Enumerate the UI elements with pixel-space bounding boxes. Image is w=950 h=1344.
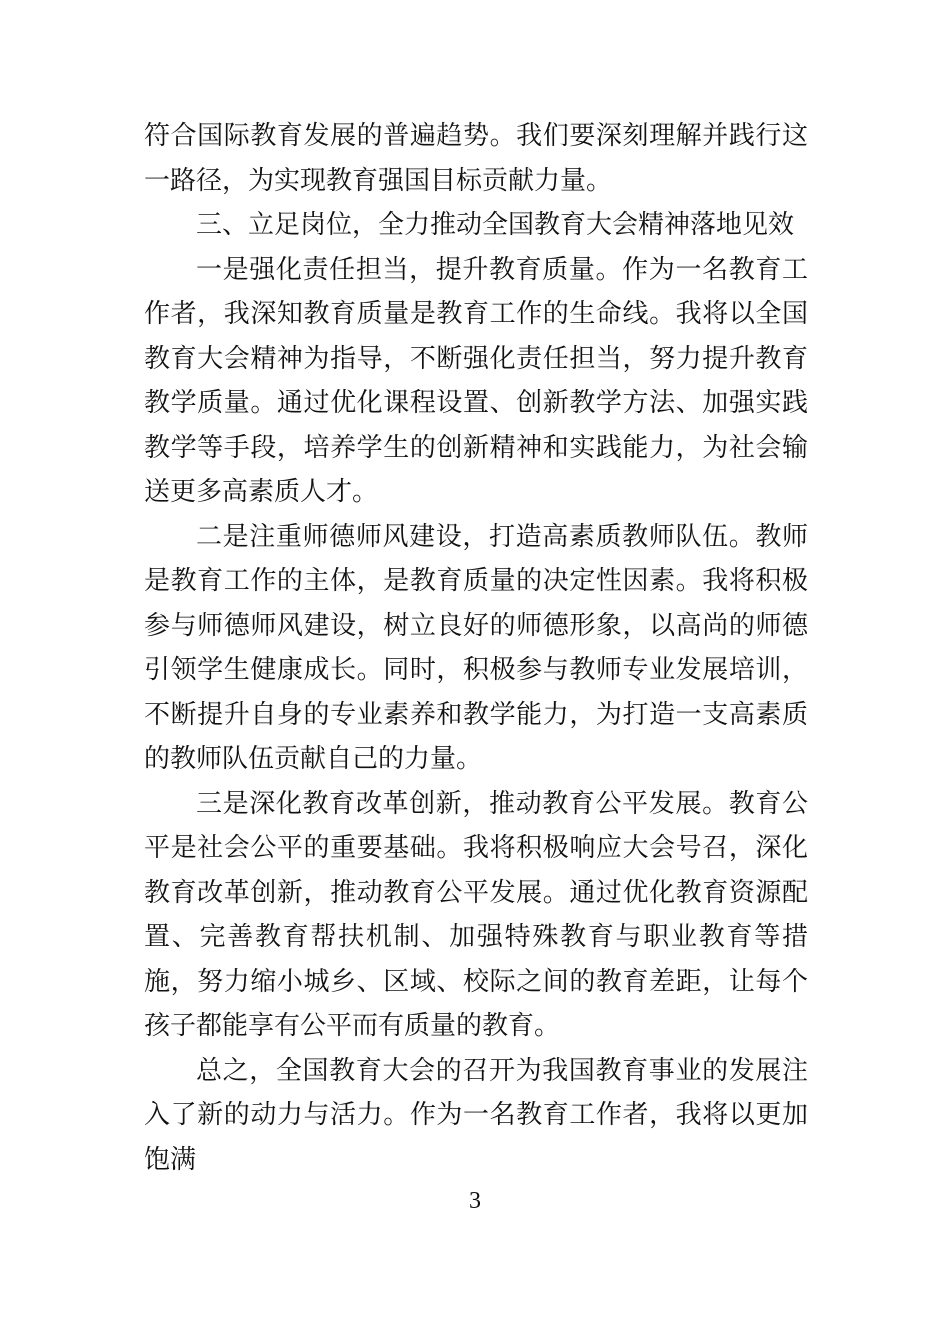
paragraph-reform-equity: 三是深化教育改革创新，推动教育公平发展。教育公平是社会公平的重要基础。我将积极响应大会号召，深化教育改革创新，推动教育公平发展。通过优化教育资源配置、完善教育帮扶机制、加强特殊教育与职业教育等措施，努力缩小城乡、区域、校际之间的教育差距，让每个孩子都能享有公平而有质量的教育。 <box>144 788 808 1041</box>
paragraph-teacher-ethics: 二是注重师德师风建设，打造高素质教师队伍。教师是教育工作的主体，是教育质量的决定性因素。我将积极参与师德师风建设，树立良好的师德形象，以高尚的师德引领学生健康成长。同时，积极参与教师专业发展培训，不断提升自身的专业素养和教学能力，为打造一支高素质的教师队伍贡献自己的力量。 <box>144 521 808 774</box>
section-heading: 三、立足岗位，全力推动全国教育大会精神落地见效 <box>196 210 795 240</box>
page-number: 3 <box>469 1188 481 1214</box>
paragraph-quality: 一是强化责任担当，提升教育质量。作为一名教育工作者，我深知教育质量是教育工作的生命线。我将以全国教育大会精神为指导，不断强化责任担当，努力提升教育教学质量。通过优化课程设置、创新教学方法、加强实践教学等手段，培养学生的创新精神和实践能力，为社会输送更多高素质人才。 <box>144 254 808 507</box>
body-text <box>144 114 808 1182</box>
paragraph-conclusion: 总之，全国教育大会的召开为我国教育事业的发展注入了新的动力与活力。作为一名教育工作者，我将以更加饱满 <box>144 1055 808 1175</box>
paragraph-continuation: 符合国际教育发展的普遍趋势。我们要深刻理解并践行这一路径，为实现教育强国目标贡献力量。 <box>144 121 808 196</box>
